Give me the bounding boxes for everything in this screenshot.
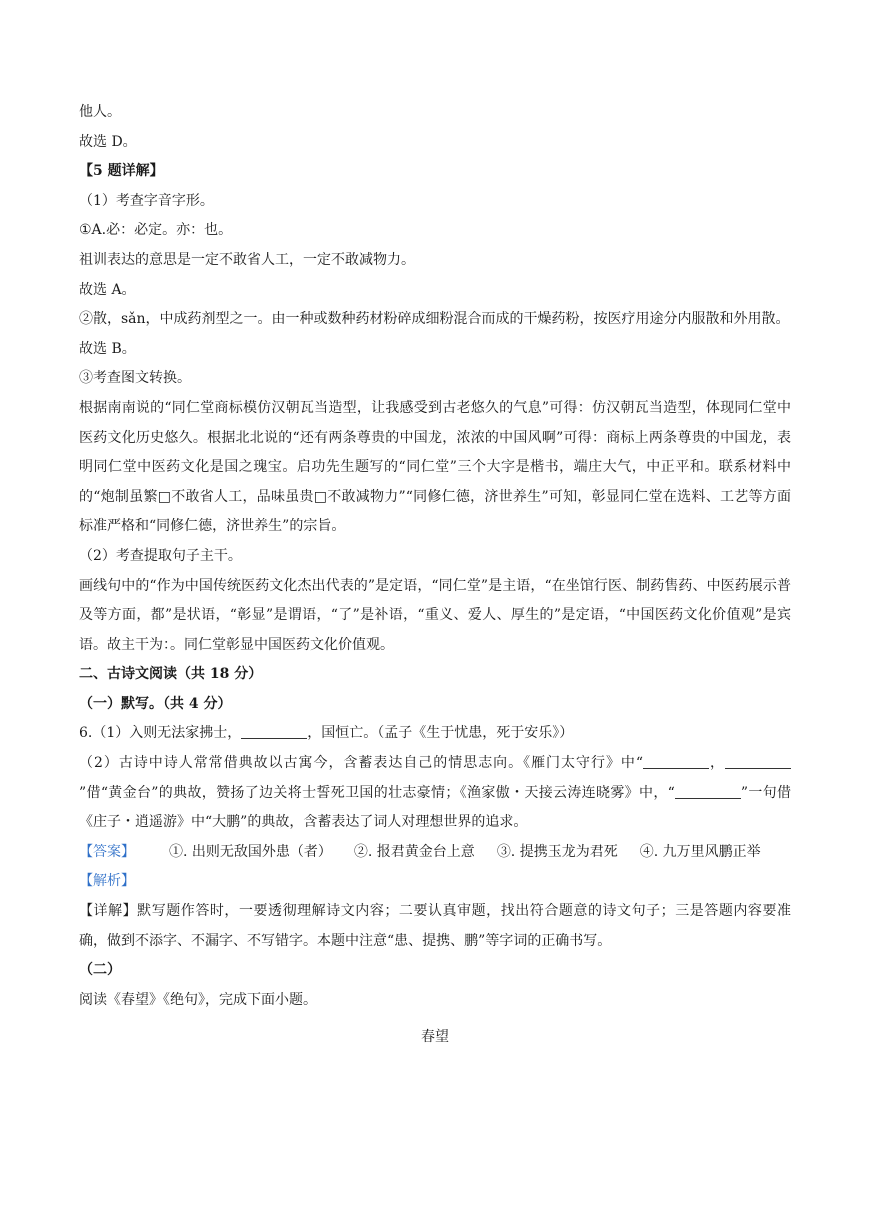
document-page (79, 98, 791, 1053)
text-paragraph: ②散，sǎn，中成药剂型之一。由一种或数种药材粉碎成细粉混合而成的干燥药粉，按医疗用途分内服散和外用散。 (79, 311, 790, 328)
text-line: 故选 D。 (79, 133, 137, 150)
text-line: （2）考查提取句子主干。 (79, 547, 242, 564)
question-text: ”借“黄金台”的典故，赞扬了边关将士誓死卫国的壮志豪情；《渔家傲・天接云涛连晓雾》中，“ (79, 784, 675, 801)
text-line: 故选 A。 (79, 281, 136, 298)
text-line: （1）考查字音字形。 (79, 192, 214, 209)
question-text: ”一句借《庄子・逍遥游》中“大鹏”的典故，含蓄表达了词人对理想世界的追求。 (79, 784, 791, 831)
subsection-heading: （一）默写。（共 4 分） (79, 695, 232, 712)
text-paragraph: 根据南南说的“同仁堂商标模仿汉朝瓦当造型，让我感受到古老悠久的气息”可得：仿汉朝瓦当造型，体现同仁堂中医药文化历史悠久。根据北北说的“还有两条尊贵的中国龙，浓浓的中国风啊”可得：商标上两条尊贵的中国龙，表明同仁堂中医药文化是国之瑰宝。启功先生题写的“同仁堂”三个大字是楷书，端庄大气，中正平和。联系材料中的“炮制虽繁□不敢省人工，品味虽贵□不敢减物力”“同修仁德，济世养生”可知，彰显同仁堂在选料、工艺等方面标准严格和“同修仁德，济世养生”的宗旨。 (79, 399, 791, 535)
detail-paragraph: 【详解】默写题作答时，一要透彻理解诗文内容；二要认真审题，找出符合题意的诗文句子；三是答题内容要准确，做到不添字、不漏字、不写错字。本题中注意“患、提携、鹏”等字词的正确书写。 (79, 903, 791, 949)
answer-blank (675, 784, 741, 799)
answer-item: ②. 报君黄金台上意 (353, 843, 475, 860)
text-line: ①A.必：必定。亦：也。 (79, 222, 233, 239)
question-text: （2）古诗中诗人常常借典故以古寓今，含蓄表达自己的情思志向。《雁门太守行》中“ (79, 755, 644, 772)
text-paragraph: 画线句中的“作为中国传统医药文化杰出代表的”是定语，“同仁堂”是主语，“在坐馆行医、制药售药、中医药展示普及等方面，都”是状语，“彰显”是谓语，“了”是补语，“重义、爱人、厚生的”是定语，“中国医药文化价值观”是宾语。故主干为：。同仁堂彰显中国医药文化价值观。 (79, 577, 791, 653)
answer-item: ③. 提携玉龙为君死 (496, 843, 618, 860)
question-text: ， (709, 755, 726, 772)
text-line: 阅读《春望》《绝句》，完成下面小题。 (79, 991, 317, 1008)
answer-blank (725, 754, 791, 769)
subsection-heading: （二） (79, 962, 121, 979)
answer-item: ①. 出则无敌国外患（者） (169, 843, 332, 860)
answer-label: 【答案】 (79, 843, 135, 860)
answer-row (79, 838, 791, 868)
answer-item: ④. 九万里风鹏正举 (639, 843, 761, 860)
answer-blank (643, 754, 709, 769)
poem-title: 春望 (421, 1029, 449, 1046)
question-text: 6.（1）入则无法家拂士， (79, 725, 242, 742)
question-text: ，国恒亡。（孟子《生于忧患，死于安乐》） (307, 725, 574, 742)
section-heading: 【5 题详解】 (79, 163, 164, 180)
analysis-label: 【解析】 (79, 873, 135, 890)
question-6-part-1 (79, 719, 791, 749)
text-line: 故选 B。 (79, 340, 136, 357)
text-line: 祖训表达的意思是一定不敢省人工，一定不敢减物力。 (79, 251, 415, 268)
answer-blank (241, 724, 307, 739)
text-line: 他人。 (79, 104, 121, 120)
text-line: ③考查图文转换。 (79, 370, 191, 387)
section-heading: 二、古诗文阅读（共 18 分） (79, 666, 263, 683)
question-6-part-2 (79, 749, 791, 838)
